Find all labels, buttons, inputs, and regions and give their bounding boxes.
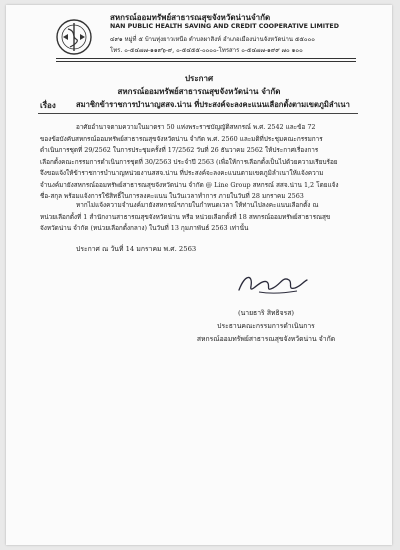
org-name-english: NAN PUBLIC HEALTH SAVING AND CREDIT COOPERATIVE LIMITED [110, 23, 339, 30]
paragraph-line: หากไม่แจ้งความจำนงค์มายังสหกรณ์ฯภายในกำหนดเวลา ให้ท่านไปลงคะแนนเลือกตั้ง ณ [76, 201, 319, 209]
body-paragraph-2 [40, 200, 360, 235]
paragraph-line: ชื่อ-สกุล พร้อมแจ้งการใช้สิทธิ์ในการลงคะแนน ในวันเวลาทำการ ภายในวันที่ 28 มกราคม 2563 [40, 192, 304, 200]
announcement-date: ประกาศ ณ วันที่ 14 มกราคม พ.ศ. 2563 [76, 245, 197, 253]
letterhead-divider-thin [56, 61, 356, 62]
org-address: ๔๙๑ หมู่ที่ ๕ บ้านทุ่งยาวเหนือ ตำบลผาสิงห์ อำเภอเมืองน่านจังหวัดน่าน ๕๕๐๐๐ [110, 36, 315, 43]
announcement-title: ประกาศ [184, 73, 214, 83]
letterhead-divider [56, 58, 356, 59]
paragraph-line: จึงขอแจ้งให้ข้าราชการบำนาญหน่วยงานสสจ.น่าน ที่ประสงค์จะลงคะแนนตามเขตภูมิลำเนาให้แจ้งความ [40, 169, 324, 177]
subject-text: สมาชิกข้าราชการบำนาญสสจ.น่าน ที่ประสงค์จะลงคะแนนเลือกตั้งตามเขตภูมิลำเนา [76, 100, 350, 109]
paragraph-line: จังหวัดน่าน จำกัด (หน่วยเลือกตั้งกลาง) ในวันที่ 13 กุมภาพันธ์ 2563 เท่านั้น [40, 224, 249, 232]
org-name-thai: สหกรณ์ออมทรัพย์สาธารณสุขจังหวัดน่านจำกัด [110, 12, 271, 22]
signer-name: (นายธาริ สิทธิจรส) [237, 309, 295, 317]
signature-icon [231, 268, 311, 300]
signer-organization: สหกรณ์ออมทรัพย์สาธารณสุขจังหวัดน่าน จำกัด [196, 335, 336, 343]
announcement-org: สหกรณ์ออมทรัพย์สาธารณสุขจังหวัดน่าน จำกัด [117, 86, 281, 96]
subject-rule [38, 113, 358, 114]
paragraph-line: อาศัยอำนาจตามความในมาตรา 50 แห่งพระราชบัญญัติสหกรณ์ พ.ศ. 2542 และข้อ 72 [76, 123, 316, 131]
subject-label: เรื่อง [40, 100, 56, 110]
org-phone: โทร. ๐-๕๔๗๗-๑๑๙๖-๙, ๐-๕๔๕๕-๐๐๐๐-โทรสาร ๐-๕๔๗๗-๑๙๙ ๗๐ ๑๐๐ [110, 47, 303, 54]
paragraph-line: หน่วยเลือกตั้งที่ 1 สำนักงานสาธารณสุขจังหวัดน่าน หรือ หน่วยเลือกตั้งที่ 18 สหกรณ์ออมทรัพย์สาธารณสุข [40, 212, 331, 221]
signer-position: ประธานคณะกรรมการดำเนินการ [217, 322, 315, 330]
document-page [6, 5, 392, 545]
paragraph-line: จำนงค์มายังสหกรณ์ออมทรัพย์สาธารณสุขจังหวัดน่าน จำกัด @ Line Group สหกรณ์ สสจ.น่าน 1,2 โดยแจ้ง [40, 180, 339, 189]
paragraph-line: ของข้อบังคับสหกรณ์ออมทรัพย์สาธารณสุขจังหวัดน่าน จำกัด พ.ศ. 2560 และมติที่ประชุมคณะกรรมการ [40, 134, 323, 143]
paragraph-line: ดำเนินการชุดที่ 29/2562 ในการประชุมครั้งที่ 17/2562 วันที่ 26 ธันวาคม 2562 ให้ประกาศเรื่องการ [40, 146, 319, 154]
body-paragraph-1 [40, 122, 360, 203]
paragraph-line: เลือกตั้งคณะกรรมการดำเนินการชุดที่ 30/2563 ประจำปี 2563 (เพื่อให้การเลือกตั้งเป็นไปด้วยความเรียบร้อย [40, 157, 338, 166]
cooperative-emblem-icon [54, 17, 94, 57]
